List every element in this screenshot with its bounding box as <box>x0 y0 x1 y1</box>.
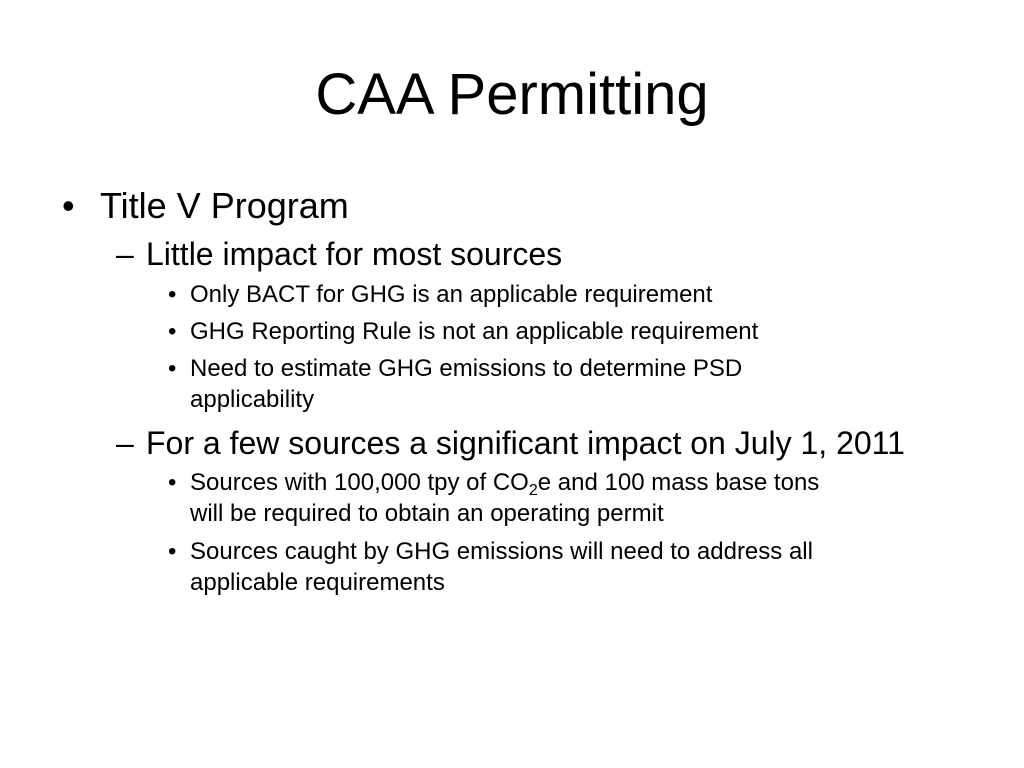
bullet-text-line1 <box>190 468 819 498</box>
bullet-dot-icon: • <box>62 185 75 226</box>
bullet-text: GHG Reporting Rule is not an applicable requirement <box>190 318 759 345</box>
bullet-dash-icon: – <box>116 425 134 461</box>
bullet-text-line2: will be required to obtain an operating permit <box>190 500 664 527</box>
bullet-text-line1: Need to estimate GHG emissions to determine PSD <box>190 355 743 382</box>
bullet-dash-icon: – <box>116 236 134 272</box>
bullet-dot-icon: • <box>168 355 177 382</box>
bullet-dot-icon: • <box>168 469 177 496</box>
bullet-dot-icon: • <box>168 318 177 345</box>
bullet-text: For a few sources a significant impact on July 1, 2011 <box>146 425 905 461</box>
bullet-dot-icon: • <box>168 281 177 308</box>
bullet-text-line1: Sources caught by GHG emissions will need to address all <box>190 538 813 565</box>
subscript-2: 2 <box>528 482 538 499</box>
bullet-text: Only BACT for GHG is an applicable requirement <box>190 281 713 308</box>
bullet-text-line2: applicability <box>190 386 315 413</box>
bullet-dot-icon: • <box>168 538 177 565</box>
text-post: e and 100 mass base tons <box>537 469 820 496</box>
text-pre: Sources with 100,000 tpy of CO <box>190 469 529 496</box>
bullet-text: Little impact for most sources <box>146 236 563 272</box>
bullet-text-line2: applicable requirements <box>190 569 445 596</box>
slide-title: CAA Permitting <box>315 62 709 127</box>
bullet-text: Title V Program <box>100 185 349 226</box>
